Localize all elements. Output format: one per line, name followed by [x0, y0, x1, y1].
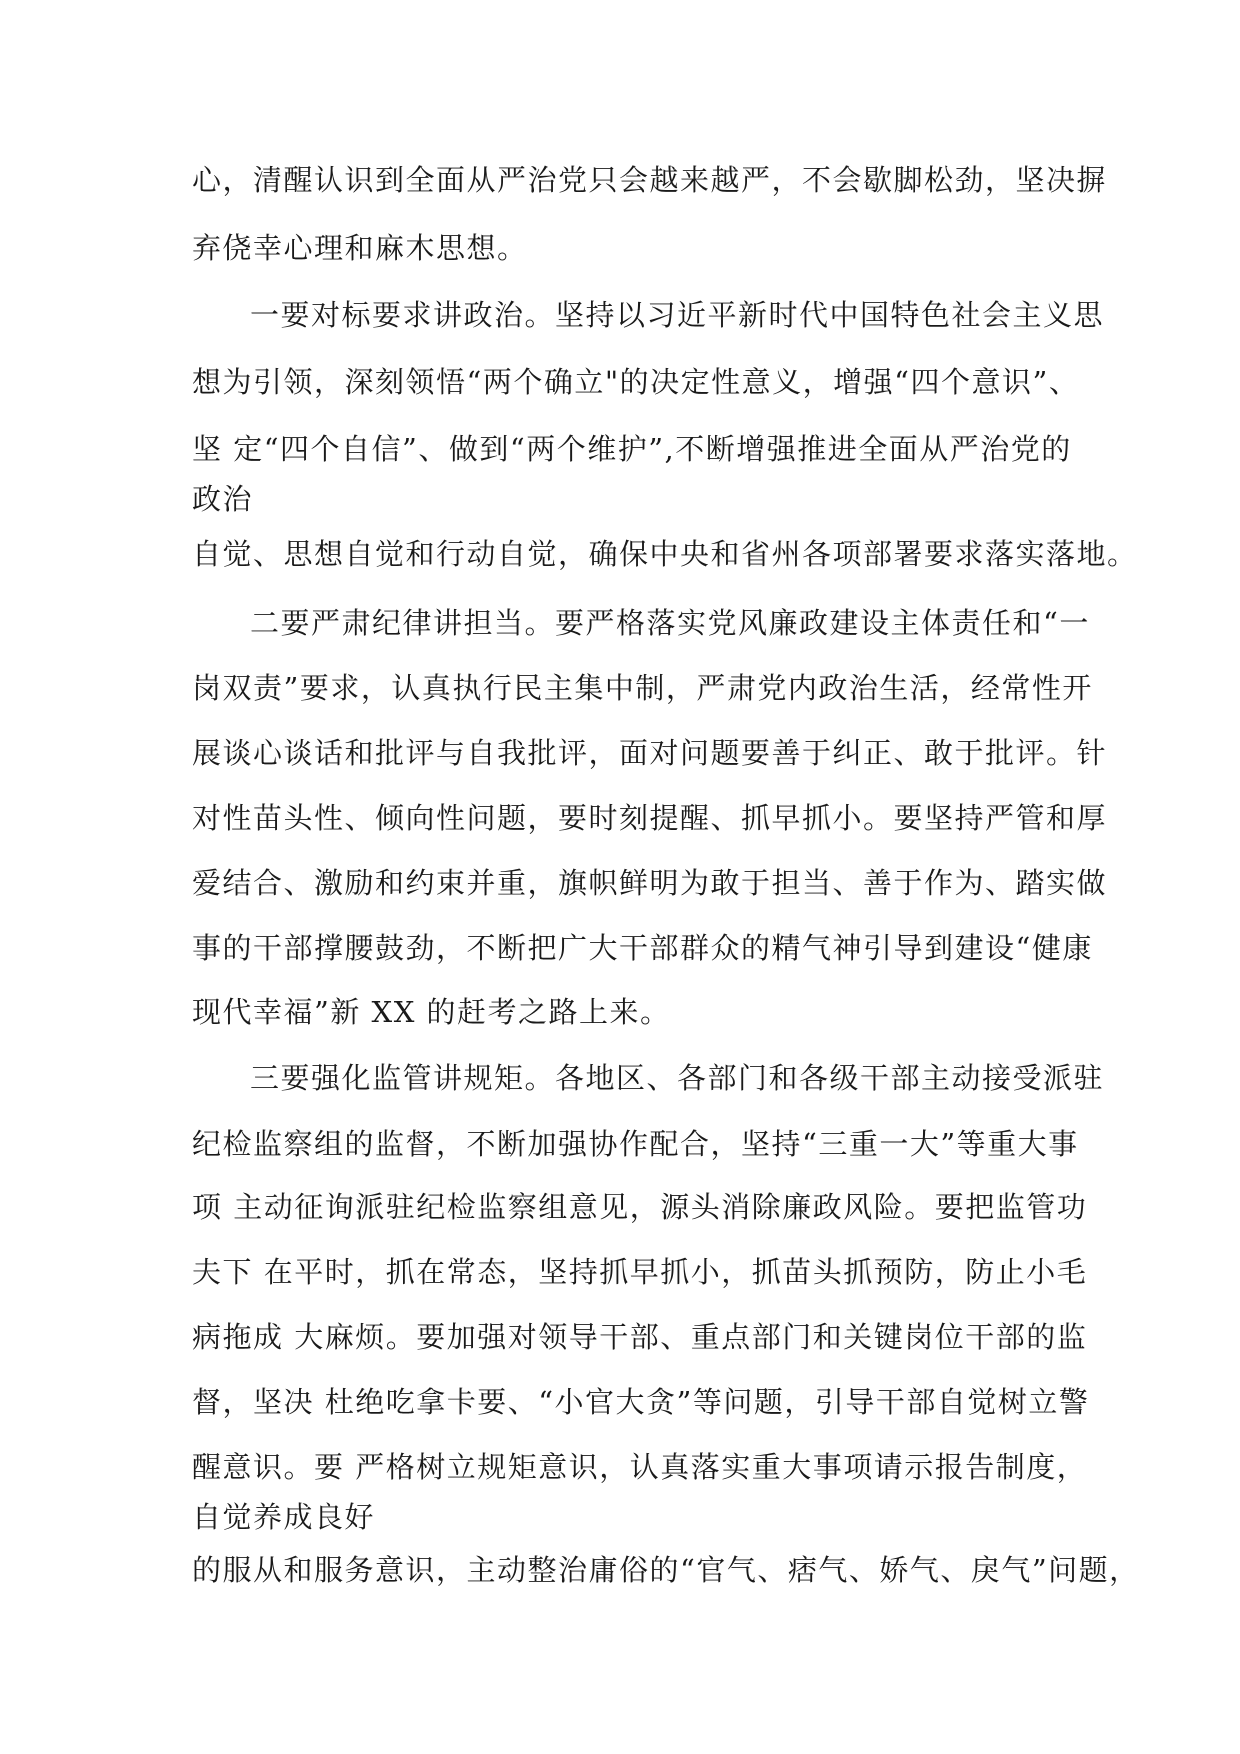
text-line: 想为引领，深刻领悟“两个确立"的决定性意义，增强“四个意识”、 — [192, 365, 1080, 399]
text-line: 自觉养成良好 — [192, 1500, 376, 1534]
text-line: 纪检监察组的监督，不断加强协作配合，坚持“三重一大”等重大事 — [192, 1127, 1079, 1161]
paragraph-start-line: 三要强化监管讲规矩。各地区、各部门和各级干部主动接受派驻 — [250, 1061, 1105, 1095]
text-line: 对性苗头性、倾向性问题，要时刻提醒、抓早抓小。要坚持严管和厚 — [192, 801, 1108, 835]
paragraph-start-line: 一要对标要求讲政治。坚持以习近平新时代中国特色社会主义思 — [250, 298, 1105, 332]
text-line: 病拖成 大麻烦。要加强对领导干部、重点部门和关键岗位干部的监 — [192, 1320, 1088, 1354]
paragraph-start-line: 二要严肃纪律讲担当。要严格落实党风廉政建设主体责任和“一 — [250, 606, 1090, 640]
text-line: 事的干部撑腰鼓劲，不断把广大干部群众的精气神引导到建设“健康 — [192, 931, 1093, 965]
text-line: 坚 定“四个自信”、做到“两个维护”,不断增强推进全面从严治党的 — [192, 432, 1072, 466]
text-line: 现代幸福”新 XX 的赶考之路上来。 — [192, 995, 671, 1029]
text-line: 展谈心谈话和批评与自我批评，面对问题要善于纠正、敢于批评。针 — [192, 736, 1108, 770]
text-line: 岗双责”要求，认真执行民主集中制，严肃党内政治生活，经常性开 — [192, 671, 1093, 705]
text-line: 爱结合、激励和约束并重，旗帜鲜明为敢于担当、善于作为、踏实做 — [192, 866, 1108, 900]
text-line: 心，清醒认识到全面从严治党只会越来越严，不会歇脚松劲，坚决摒 — [192, 163, 1108, 197]
text-line: 弃侥幸心理和麻木思想。 — [192, 231, 528, 265]
text-line: 自觉、思想自觉和行动自觉，确保中央和省州各项部署要求落实落地。 — [192, 537, 1138, 571]
text-line: 的服从和服务意识，主动整治庸俗的“官气、痞气、娇气、戾气”问题， — [192, 1553, 1140, 1587]
text-line: 政治 — [192, 482, 254, 516]
text-line: 夫下 在平时，抓在常态，坚持抓早抓小，抓苗头抓预防，防止小毛 — [192, 1255, 1088, 1289]
text-line: 醒意识。要 严格树立规矩意识，认真落实重大事项请示报告制度， — [192, 1450, 1088, 1484]
text-line: 项 主动征询派驻纪检监察组意见，源头消除廉政风险。要把监管功 — [192, 1190, 1088, 1224]
text-line: 督，坚决 杜绝吃拿卡要、“小官大贪”等问题，引导干部自觉树立警 — [192, 1385, 1090, 1419]
